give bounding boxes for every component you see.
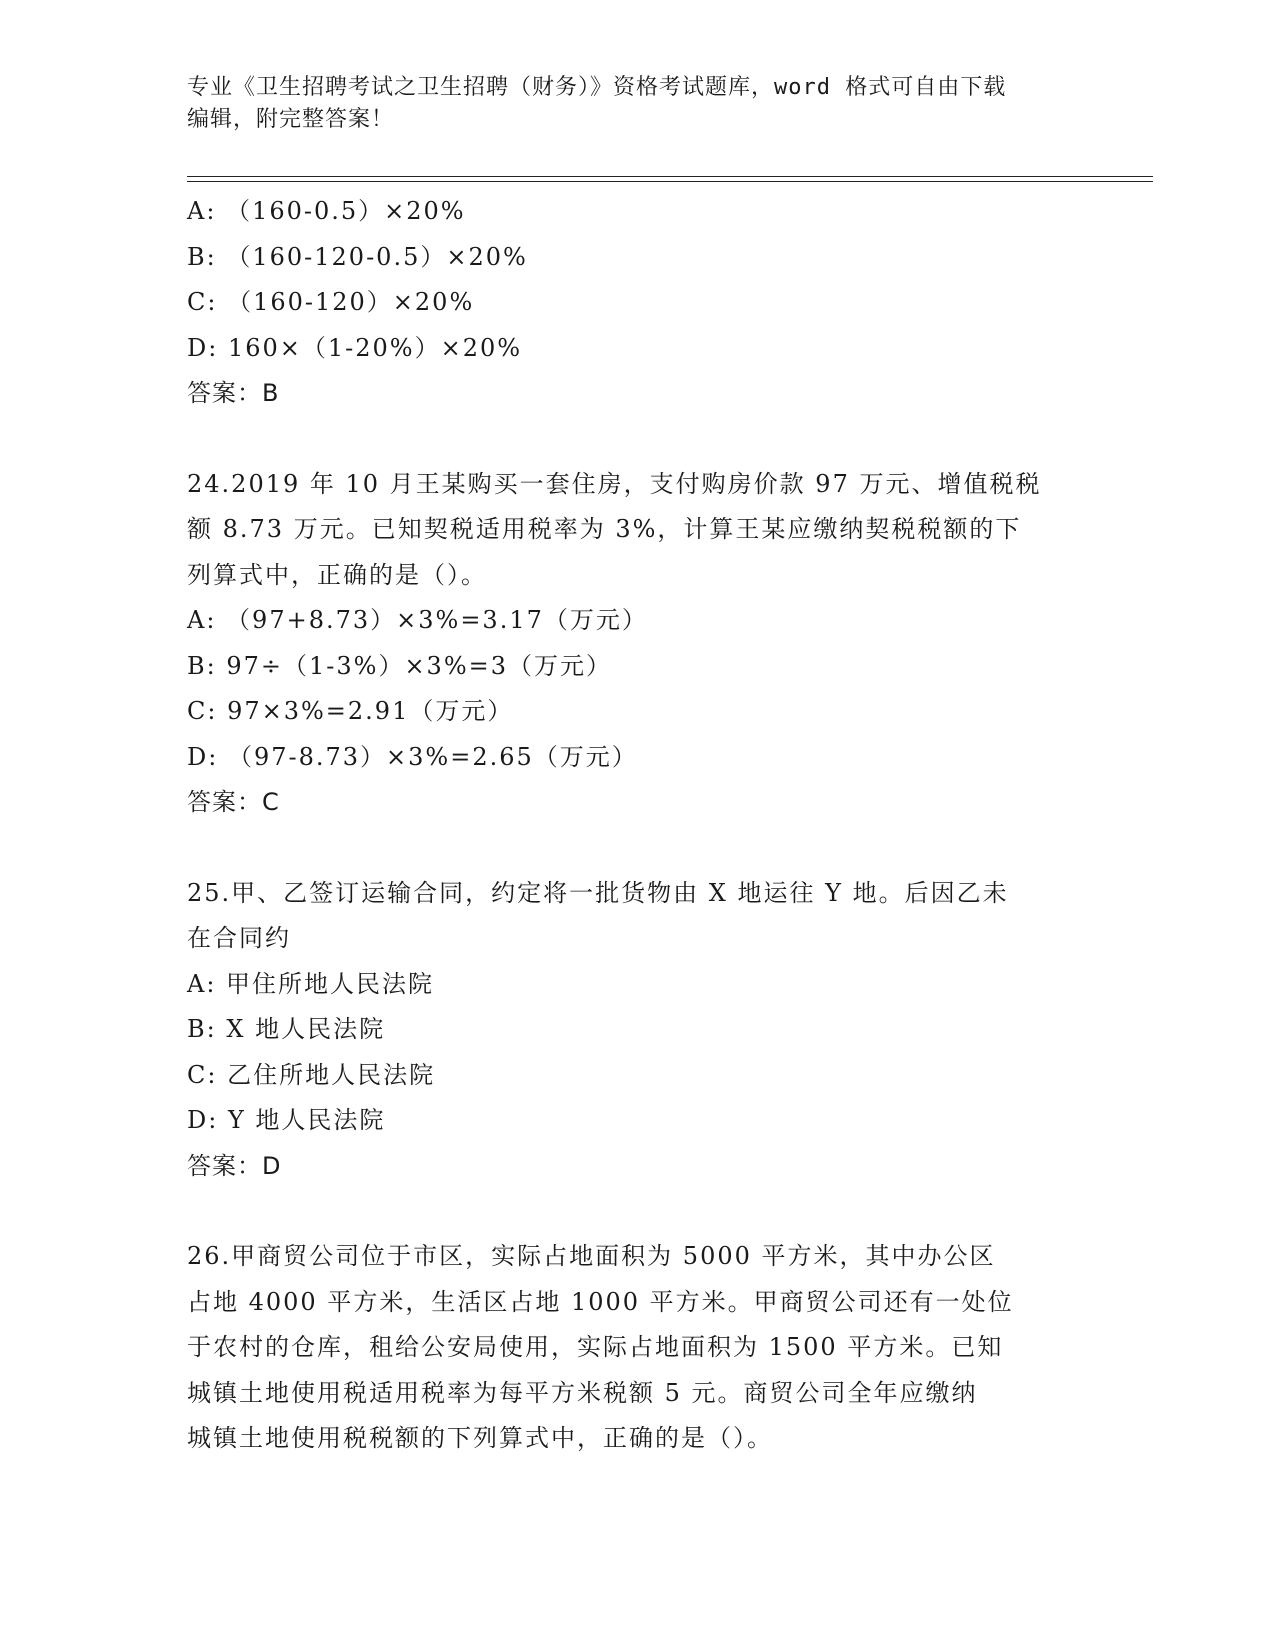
question-26: [187, 1234, 1087, 1462]
option-d: D: Y 地人民法院: [187, 1106, 386, 1134]
option-c: C: （160-120）×20%: [187, 288, 475, 316]
option-a: A: （160-0.5）×20%: [187, 197, 466, 225]
header-title-line-1: 专业《卫生招聘考试之卫生招聘（财务）》资格考试题库，word 格式可自由下载: [187, 75, 1007, 100]
answer-24: 答案：C: [187, 788, 280, 816]
question-text-line: 24.2019 年 10 月王某购买一套住房，支付购房价款 97 万元、增值税税: [187, 469, 1042, 498]
question-text-line: 25.甲、乙签订运输合同，约定将一批货物由 X 地运往 Y 地。后因乙未: [187, 878, 1009, 907]
option-c: C: 97×3%=2.91（万元）: [187, 697, 514, 725]
option-d: D: 160×（1-20%）×20%: [187, 333, 523, 362]
question-text-line: 在合同约: [187, 924, 291, 952]
spacer: [187, 417, 1087, 462]
header-divider-bottom: [187, 181, 1153, 182]
answer-23: 答案：B: [187, 379, 280, 407]
option-b: B: （160-120-0.5）×20%: [187, 242, 528, 271]
option-c: C: 乙住所地人民法院: [187, 1060, 436, 1089]
question-text-line: 城镇土地使用税税额的下列算式中，正确的是（）。: [187, 1424, 773, 1452]
question-text-line: 于农村的仓库，租给公安局使用，实际占地面积为 1500 平方米。已知: [187, 1333, 1004, 1361]
header-title-line-2: 编辑，附完整答案！: [187, 107, 395, 132]
question-25: [187, 871, 1087, 1190]
question-content: [187, 189, 1087, 1462]
question-text-line: 城镇土地使用税适用税率为每平方米税额 5 元。商贸公司全年应缴纳: [187, 1378, 978, 1407]
option-b: B: 97÷（1-3%）×3%=3（万元）: [187, 651, 613, 680]
spacer: [187, 826, 1087, 871]
spacer: [187, 1189, 1087, 1234]
question-text-line: 额 8.73 万元。已知契税适用税率为 3%，计算王某应缴纳契税税额的下: [187, 515, 1022, 543]
option-b: B: X 地人民法院: [187, 1015, 386, 1043]
option-a: A: 甲住所地人民法院: [187, 969, 435, 998]
question-text-line: 26.甲商贸公司位于市区，实际占地面积为 5000 平方米，其中办公区: [187, 1242, 996, 1270]
question-24: [187, 462, 1087, 826]
header-divider-top: [187, 176, 1153, 177]
option-a: A: （97+8.73）×3%=3.17（万元）: [187, 606, 648, 634]
question-text-line: 列算式中，正确的是（）。: [187, 560, 487, 589]
question-text-line: 占地 4000 平方米，生活区占地 1000 平方米。甲商贸公司还有一处位: [187, 1287, 1014, 1316]
option-d: D: （97-8.73）×3%=2.65（万元）: [187, 742, 638, 771]
answer-25: 答案：D: [187, 1151, 282, 1180]
page-header: [187, 72, 1067, 136]
question-23-options: [187, 189, 1087, 417]
